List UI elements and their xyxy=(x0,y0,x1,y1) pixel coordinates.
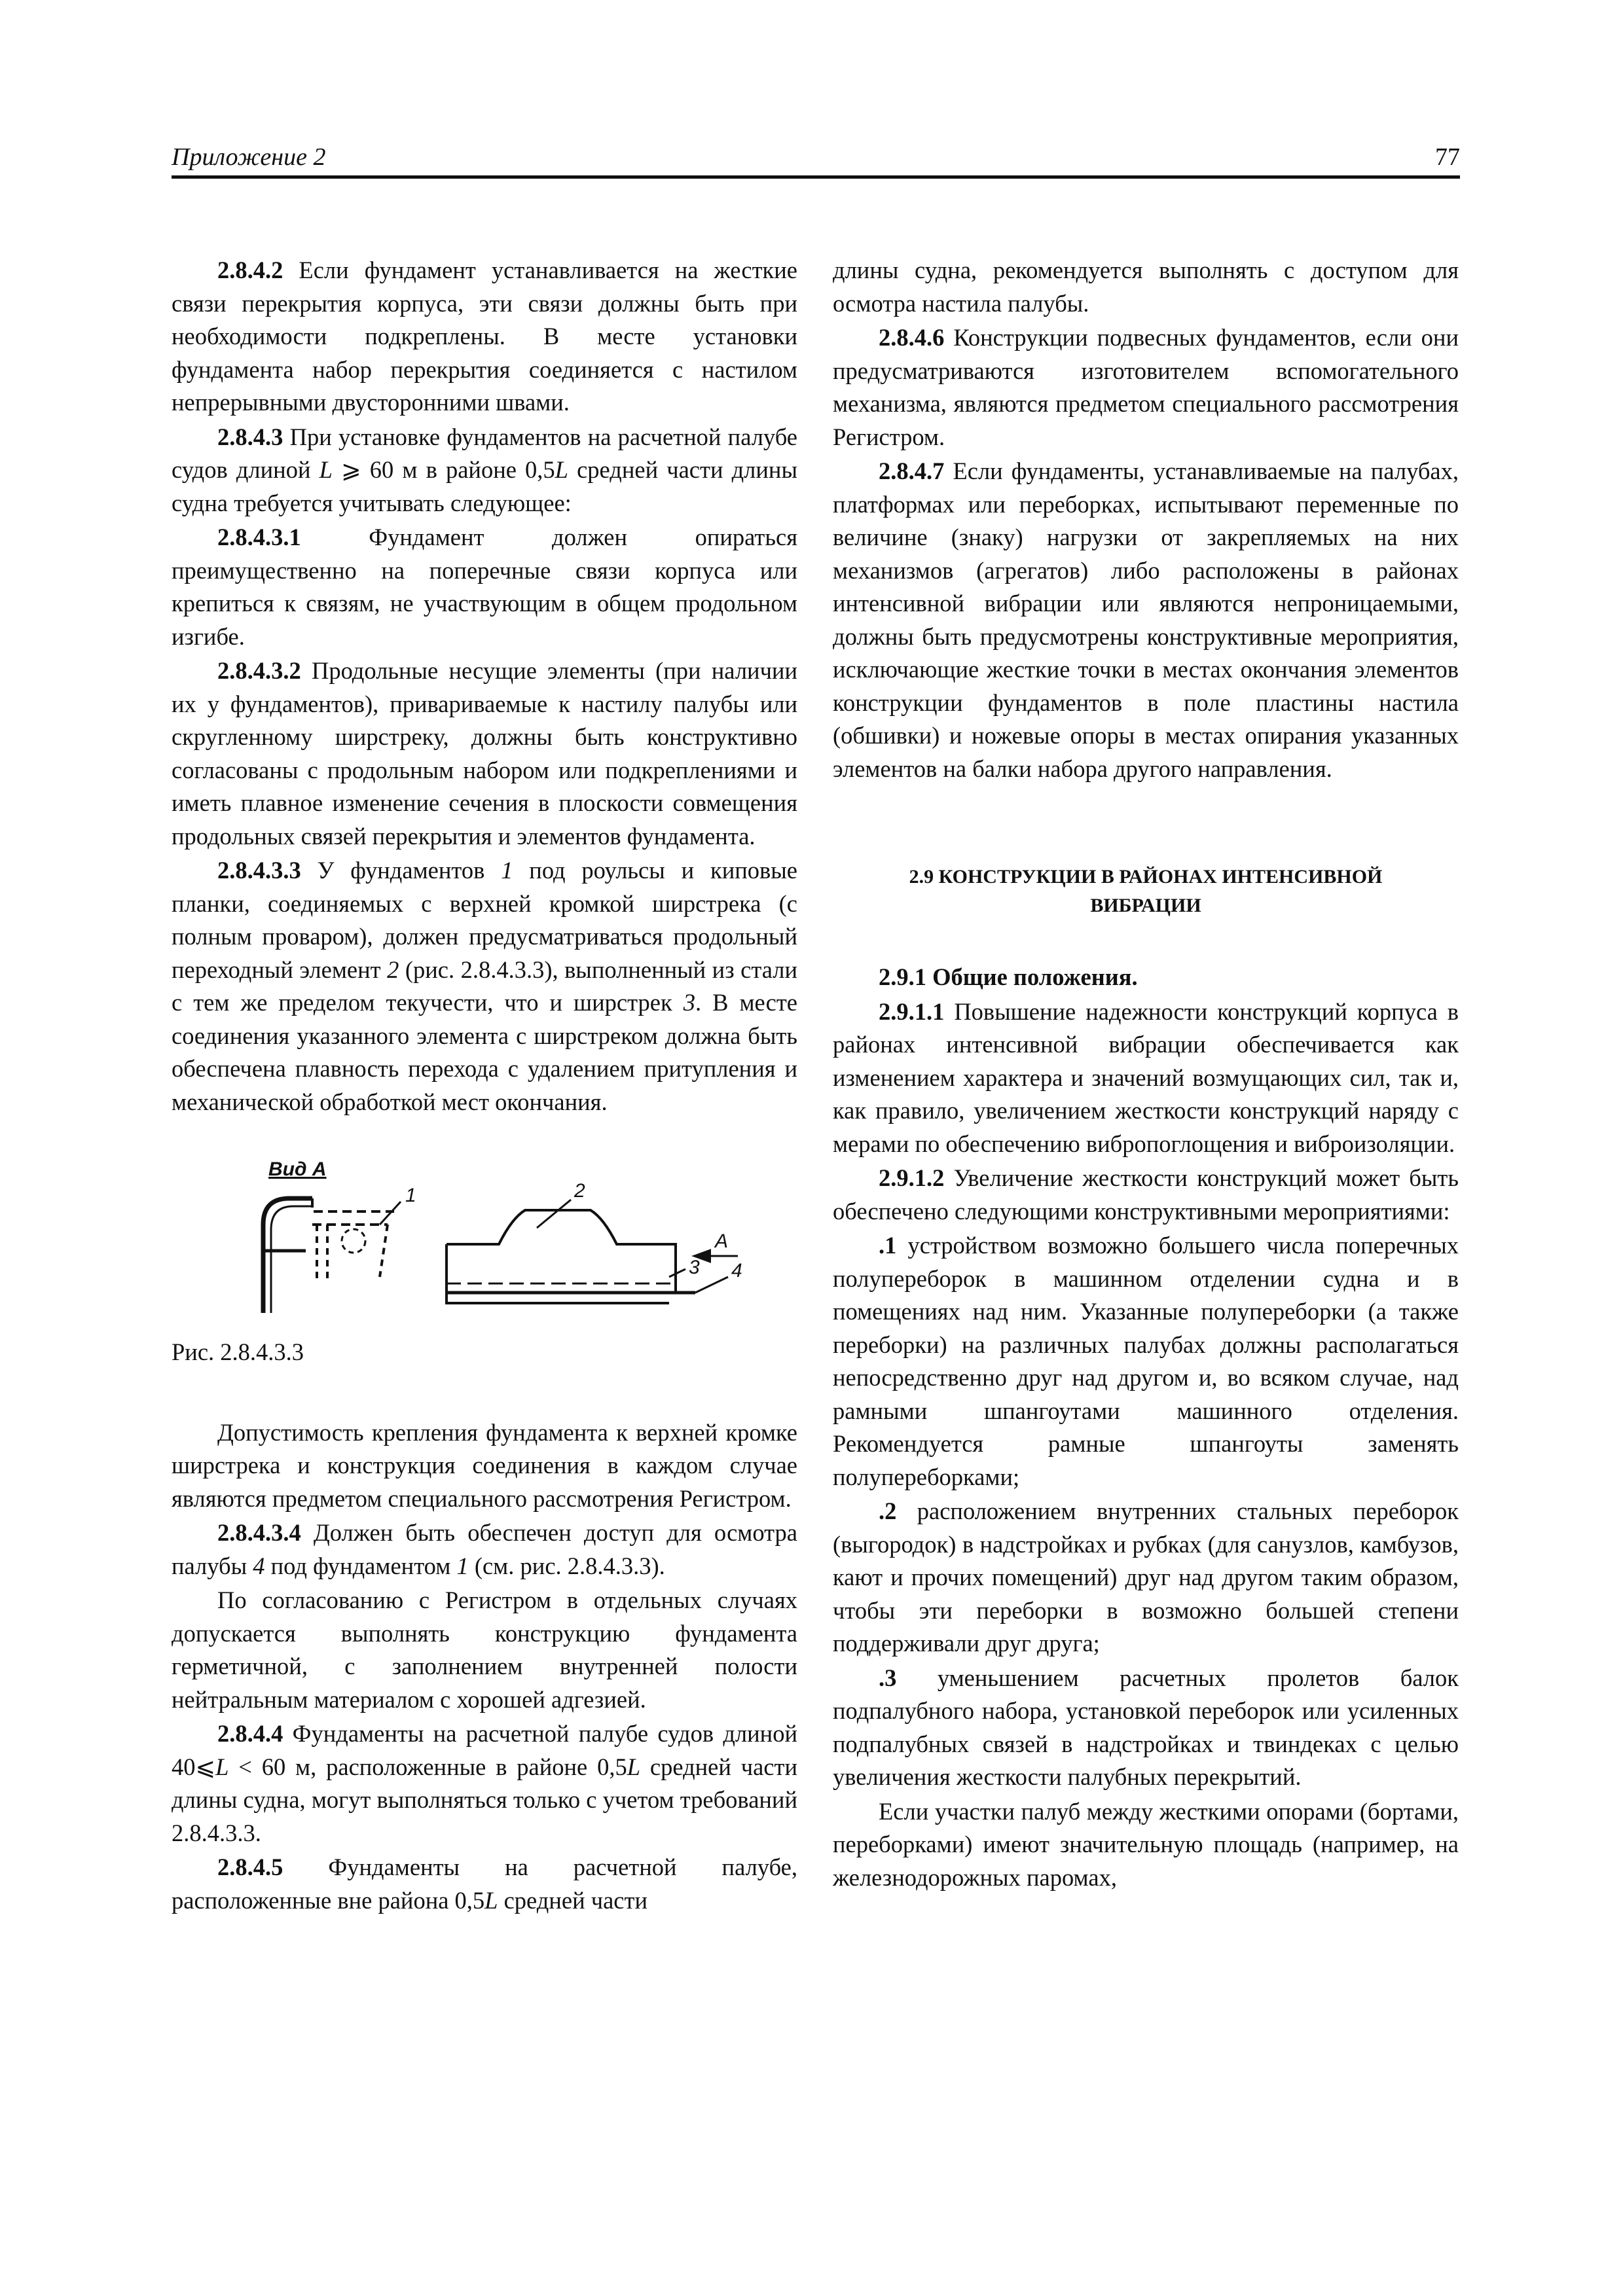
paragraph-2-8-4-5: 2.8.4.5 Фундаменты на расчетной палубе, расположенные вне района 0,5L средней части xyxy=(172,1854,797,1914)
paragraph-2-9-1-2: 2.9.1.2 Увеличение жесткости конструкций может быть обеспечено следующими конструктивными мероприятиями: xyxy=(833,1164,1459,1225)
list-number: .3 xyxy=(879,1664,897,1691)
clause-number: 2.8.4.3.1 xyxy=(217,524,301,550)
right-column xyxy=(833,254,1459,1894)
clause-number: 2.8.4.7 xyxy=(879,457,945,484)
paragraph-2-8-4-6: 2.8.4.6 Конструкции подвесных фундаментов, если они предусматриваются изготовителем вспомогательного механизма, являются предметом специального рассмотрения Регистром. xyxy=(833,324,1459,450)
paragraph-2-8-4-3-2: 2.8.4.3.2 Продольные несущие элементы (при наличии их у фундаментов), привариваемые к настилу палубы или скругленному ширстреку, должны быть конструктивно согласованы с продольным набором или подкреплениями и иметь плавное изменение сечения в плоскости совмещения продольных связей перекрытия и элементов фундамента. xyxy=(172,657,797,850)
figure-caption: Рис. 2.8.4.3.3 xyxy=(172,1338,304,1365)
paragraph-2-8-4-3-3: 2.8.4.3.3 У фундаментов 1 под роульсы и киповые планки, соединяемых с верхней кромкой ширстрека (с полным проваром), должен предусматриваться продольный переходный элемент 2 (рис. 2.8.4.3.3), выполненный из стали с тем же пределом текучести, что и ширстрек 3. В месте соединения указанного элемента с ширстреком должна быть обеспечена плавность перехода с удалением притупления и механической обработкой мест окончания. xyxy=(172,857,798,1115)
view-a-label: Вид А xyxy=(268,1158,327,1180)
list-number: .1 xyxy=(879,1232,897,1259)
paragraph-2-8-4-7: 2.8.4.7 Если фундаменты, устанавливаемые на палубах, платформах или переборках, испытывают переменные по величине (знаку) нагрузки от закрепляемых на них механизмов (агрегатов) либо расположены в районах интенсивной вибрации или являются непроницаемыми, должны быть предусмотрены конструктивные мероприятия, исключающие жесткие точки в местах окончания элементов конструкции фундаментов в поле пластины настила (обшивки) и ножевые опоры в местах опирания указанных элементов на балки набора другого направления. xyxy=(833,457,1459,782)
left-column xyxy=(172,254,797,1917)
section-title-2-9: 2.9 КОНСТРУКЦИИ В РАЙОНАХ ИНТЕНСИВНОЙ ВИБРАЦИИ xyxy=(909,866,1383,916)
fig-label-a: А xyxy=(715,1230,729,1252)
header-rule xyxy=(172,175,1460,179)
clause-number: 2.8.4.2 xyxy=(217,257,283,283)
fig-label-3: 3 xyxy=(689,1257,700,1278)
list-item-3: .3 уменьшением расчетных пролетов балок подпалубного набора, установкой переборок или усиленных подпалубных связей в надстройках и твиндеках с целью увеличения жесткости палубных перекрытий. xyxy=(833,1664,1459,1790)
clause-number: 2.9.1.1 xyxy=(879,997,945,1025)
paragraph-hermetic: По согласованию с Регистром в отдельных случаях допускается выполнять конструкцию фундамента герметичной, с заполнением внутренней полости нейтральным материалом с хорошей адгезией. xyxy=(172,1587,797,1713)
page-number: 77 xyxy=(1435,143,1460,171)
list-number: .2 xyxy=(879,1498,897,1524)
paragraph-2-8-4-3-1: 2.8.4.3.1 Фундамент должен опираться преимущественно на поперечные связи корпуса или крепиться к связям, не участвующим в общем продольном изгибе. xyxy=(172,524,797,650)
paragraph-2-8-4-3: 2.8.4.3 При установке фундаментов на расчетной палубе судов длиной L ⩾ 60 м в районе 0,5L средней части длины судна требуется учитывать следующее: xyxy=(172,423,797,516)
figure-2-8-4-3-3 xyxy=(172,1153,797,1336)
list-item-2: .2 расположением внутренних стальных переборок (выгородок) в надстройках и рубках (для санузлов, камбузов, кают и прочих помещений) друг над другом таким образом, чтобы эти переборки в возможно большей степени поддерживали друг друга; xyxy=(833,1498,1459,1657)
header-appendix-title: Приложение 2 xyxy=(172,143,326,171)
paragraph-continuation: длины судна, рекомендуется выполнять с доступом для осмотра настила палубы. xyxy=(833,257,1459,317)
fig-label-2: 2 xyxy=(574,1180,585,1202)
clause-number: 2.8.4.6 xyxy=(879,324,945,351)
paragraph-2-9-1-1: 2.9.1.1 Повышение надежности конструкций корпуса в районах интенсивной вибрации обеспечивается как изменением характера и значений возмущающих сил, так и, как правило, увеличением жесткости конструкций наряду с мерами по обеспечению вибропоглощения и виброизоляции. xyxy=(833,997,1459,1157)
paragraph-2-8-4-2: 2.8.4.2 Если фундамент устанавливается на жесткие связи перекрытия корпуса, эти связи должны быть при необходимости подкреплены. В месте установки фундамента набор перекрытия соединяется с настилом непрерывными двусторонними швами. xyxy=(172,257,797,416)
paragraph-2-8-4-3-4: 2.8.4.3.4 Должен быть обеспечен доступ для осмотра палубы 4 под фундаментом 1 (см. рис. 2.8.4.3.3). xyxy=(172,1519,797,1579)
paragraph-admissibility: Допустимость крепления фундамента к верхней кромке ширстрека и конструкция соединения в каждом случае являются предметом специального рассмотрения Регистром. xyxy=(172,1418,797,1512)
clause-number: 2.8.4.3.3 xyxy=(217,857,301,884)
clause-number: 2.9.1.2 xyxy=(879,1164,945,1191)
paragraph-2-8-4-4: 2.8.4.4 Фундаменты на расчетной палубе судов длиной 40⩽L < 60 м, расположенные в районе 0,5L средней части длины судна, могут выполняться только с учетом требований 2.8.4.3.3. xyxy=(172,1720,797,1846)
clause-number: 2.8.4.3.4 xyxy=(217,1519,301,1546)
foundation-drawing xyxy=(172,1153,797,1336)
clause-number: 2.8.4.3 xyxy=(217,423,283,450)
paragraph-deck-areas: Если участки палуб между жесткими опорами (бортами, переборками) имеют значительную площадь (например, на железнодорожных паромах, xyxy=(833,1797,1459,1891)
clause-number: 2.8.4.3.2 xyxy=(217,657,301,684)
clause-number: 2.8.4.4 xyxy=(217,1720,283,1747)
fig-label-1: 1 xyxy=(405,1185,416,1206)
page-header xyxy=(172,143,1460,179)
list-item-1: .1 устройством возможно большего числа поперечных полупереборок в машинном отделении судна и в помещениях над ним. Указанные полупереборки (а также переборки) на различных палубах должны располагаться непосредственно друг над другом и, во всяком случае, над рамными шпангоутами машинного отделения. Рекомендуется рамные шпангоуты заменять полупереборками; xyxy=(833,1232,1459,1490)
fig-label-4: 4 xyxy=(731,1260,742,1282)
subsection-title-2-9-1: 2.9.1 Общие положения. xyxy=(879,963,1138,990)
clause-number: 2.8.4.5 xyxy=(217,1854,283,1880)
